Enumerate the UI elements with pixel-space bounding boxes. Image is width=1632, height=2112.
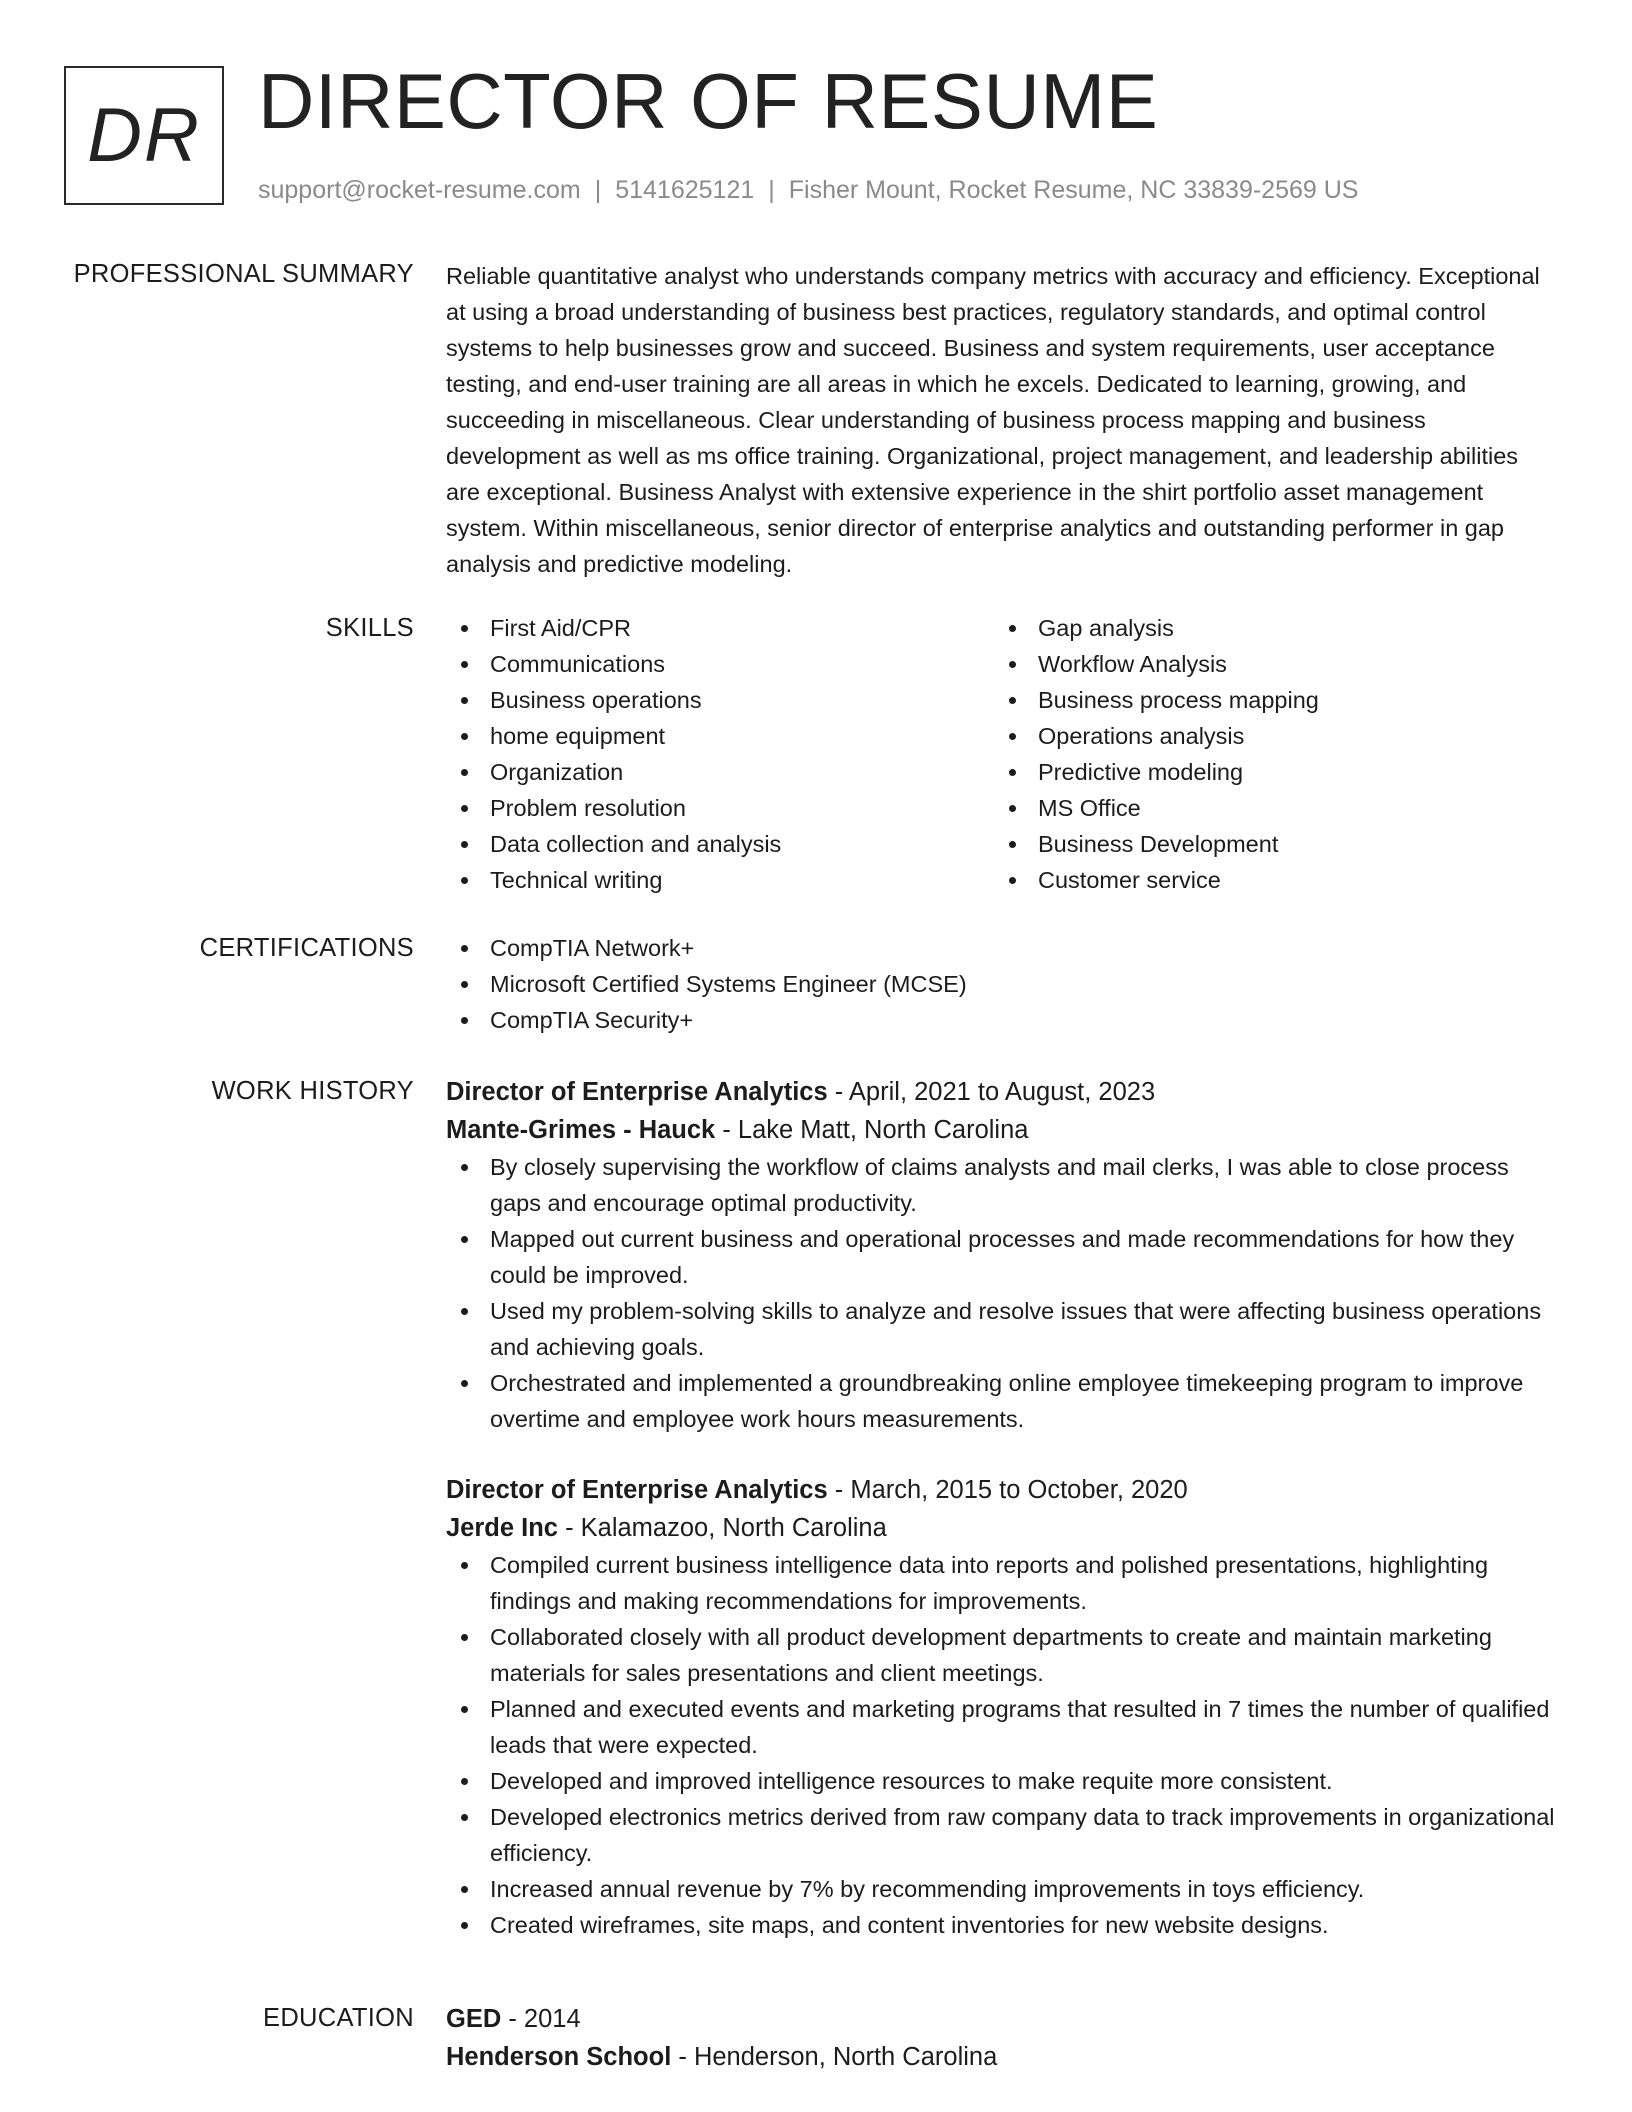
contact-separator: | (594, 176, 602, 204)
monogram-logo: DR (64, 66, 224, 205)
skill-item: Predictive modeling (994, 754, 1542, 790)
education-year: - 2014 (501, 2005, 581, 2033)
skill-item: Communications (446, 646, 994, 682)
certification-item: CompTIA Network+ (446, 930, 1556, 966)
skills-list-right (994, 610, 1542, 898)
education-degree-line (446, 2000, 1556, 2038)
summary-text: Reliable quantitative analyst who understands company metrics with accuracy and efficiency. Exceptional at using a broad understanding of business best practices, regulatory standards, and optimal control systems to help businesses grow and succeed. Business and system requirements, user acceptance testing, and end-user training are all areas in which he excels. Dedicated to learning, growing, and succeeding in miscellaneous. Clear understanding of business process mapping and business development as well as ms office training. Organizational, project management, and leadership abilities are exceptional. Business Analyst with extensive experience in the shirt portfolio asset management system. Within miscellaneous, senior director of enterprise analytics and outstanding performer in gap analysis and predictive modeling. (446, 263, 1540, 577)
job-title: Director of Enterprise Analytics (446, 1476, 828, 1504)
job-bullet: Planned and executed events and marketing programs that resulted in 7 times the number of qualified leads that were expected. (446, 1691, 1556, 1763)
section-label-work-history: WORK HISTORY (211, 1077, 414, 1105)
skill-item: Operations analysis (994, 718, 1542, 754)
job-company: Mante-Grimes - Hauck (446, 1116, 716, 1144)
certifications-content (446, 930, 1556, 1038)
education-school-line (446, 2038, 1556, 2076)
certifications-list (446, 930, 1556, 1038)
skill-item: Problem resolution (446, 790, 994, 826)
certification-item: Microsoft Certified Systems Engineer (MCSE) (446, 966, 1556, 1002)
contact-separator: | (768, 176, 775, 204)
skill-item: Technical writing (446, 862, 994, 898)
certification-item: CompTIA Security+ (446, 1002, 1556, 1038)
job-bullets (446, 1547, 1556, 1943)
job-title-line (446, 1471, 1556, 1509)
contact-address: Fisher Mount, Rocket Resume, NC 33839-2569 US (788, 176, 1359, 204)
summary-content (446, 258, 1556, 582)
skill-item: home equipment (446, 718, 994, 754)
job-dates: - April, 2021 to August, 2023 (827, 1078, 1156, 1106)
skill-item: Organization (446, 754, 994, 790)
skill-item: Business process mapping (994, 682, 1542, 718)
job-company-line (446, 1111, 1556, 1149)
education-school: Henderson School (446, 2043, 672, 2071)
skill-item: Data collection and analysis (446, 826, 994, 862)
job-location: - Kalamazoo, North Carolina (557, 1514, 887, 1542)
skill-item: Gap analysis (994, 610, 1542, 646)
skill-item: Workflow Analysis (994, 646, 1542, 682)
job-bullet: Orchestrated and implemented a groundbreaking online employee timekeeping program to improve overtime and employee work hours measurements. (446, 1365, 1556, 1437)
skill-item: MS Office (994, 790, 1542, 826)
section-label-education: EDUCATION (263, 2004, 414, 2032)
section-label-skills: SKILLS (325, 614, 414, 642)
job-bullet: Mapped out current business and operational processes and made recommendations for how they could be improved. (446, 1221, 1556, 1293)
skill-item: Business operations (446, 682, 994, 718)
job-title: Director of Enterprise Analytics (446, 1078, 828, 1106)
section-label-summary: PROFESSIONAL SUMMARY (73, 260, 414, 288)
skills-columns (446, 610, 1556, 898)
job-bullets (446, 1149, 1556, 1437)
work-history-content (446, 1073, 1556, 1943)
job-company-line (446, 1509, 1556, 1547)
job-bullet: Increased annual revenue by 7% by recommending improvements in toys efficiency. (446, 1871, 1556, 1907)
job-entry (446, 1471, 1556, 1943)
job-bullet: Used my problem-solving skills to analyze and resolve issues that were affecting business operations and achieving goals. (446, 1293, 1556, 1365)
section-label-certifications: CERTIFICATIONS (199, 934, 414, 962)
job-dates: - March, 2015 to October, 2020 (827, 1476, 1188, 1504)
education-degree: GED (446, 2005, 502, 2033)
job-bullet: Developed electronics metrics derived from raw company data to track improvements in organizational efficiency. (446, 1799, 1556, 1871)
job-title-line (446, 1073, 1556, 1111)
job-company: Jerde Inc (446, 1514, 558, 1542)
job-bullet: Developed and improved intelligence resources to make requite more consistent. (446, 1763, 1556, 1799)
skill-item: Business Development (994, 826, 1542, 862)
contact-phone[interactable]: 5141625121 (615, 176, 755, 204)
job-entry (446, 1073, 1556, 1437)
education-content (446, 2000, 1556, 2076)
resume-name: DIRECTOR OF RESUME (258, 57, 1159, 145)
contact-line (258, 174, 1358, 206)
contact-email[interactable]: support@rocket-resume.com (258, 176, 581, 204)
skills-list-left (446, 610, 994, 898)
job-bullet: Collaborated closely with all product development departments to create and maintain marketing materials for sales presentations and client meetings. (446, 1619, 1556, 1691)
skill-item: Customer service (994, 862, 1542, 898)
skill-item: First Aid/CPR (446, 610, 994, 646)
job-bullet: Created wireframes, site maps, and content inventories for new website designs. (446, 1907, 1556, 1943)
job-location: - Lake Matt, North Carolina (715, 1116, 1029, 1144)
job-bullet: Compiled current business intelligence data into reports and polished presentations, highlighting findings and making recommendations for improvements. (446, 1547, 1556, 1619)
job-bullet: By closely supervising the workflow of claims analysts and mail clerks, I was able to close process gaps and encourage optimal productivity. (446, 1149, 1556, 1221)
education-location: - Henderson, North Carolina (671, 2043, 998, 2071)
